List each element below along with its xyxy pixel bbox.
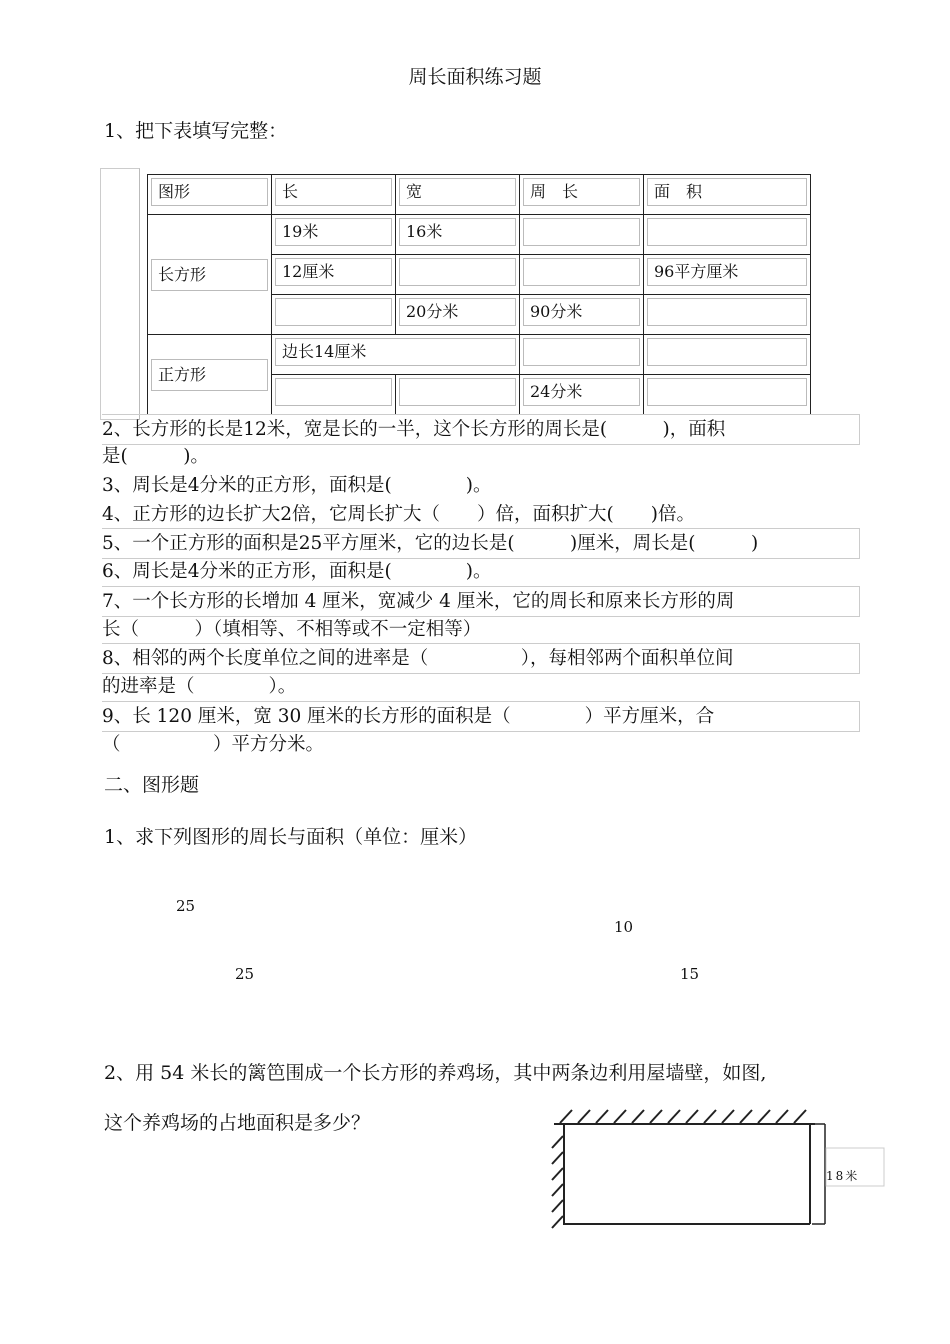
table-cell[interactable] <box>399 258 516 286</box>
table-cell[interactable] <box>647 298 807 326</box>
table-cell[interactable] <box>523 258 640 286</box>
header-width: 宽 <box>399 178 516 206</box>
section1-heading: 1、把下表填写完整： <box>104 120 288 142</box>
table-cell[interactable]: 20分米 <box>399 298 516 326</box>
square-side-cell[interactable]: 边长14厘米 <box>275 338 516 366</box>
table-cell[interactable]: 19米 <box>275 218 392 246</box>
table-cell[interactable] <box>523 338 640 366</box>
figure-label: 25 <box>235 965 255 983</box>
table-row <box>148 215 811 255</box>
table-left-frame <box>100 168 140 420</box>
table-header-row <box>148 175 811 215</box>
figure-label: 25 <box>176 897 196 915</box>
table-cell[interactable] <box>647 218 807 246</box>
question-3: 3、周长是4分米的正方形，面积是( )。 <box>102 475 492 496</box>
question-2-line2: 是( )。 <box>102 446 209 467</box>
table-cell[interactable]: 24分米 <box>523 378 640 406</box>
table-cell[interactable] <box>647 338 807 366</box>
rect-label: 长方形 <box>151 259 268 291</box>
question-8-line2: 的进率是（ ）。 <box>102 676 297 697</box>
question-2-line1: 2、长方形的长是12米，宽是长的一半，这个长方形的周长是( )，面积 <box>102 414 860 445</box>
table-cell[interactable] <box>647 378 807 406</box>
section2-q1: 1、求下列图形的周长与面积（单位：厘米） <box>104 826 478 848</box>
question-6: 6、周长是4分米的正方形，面积是( )。 <box>102 561 492 582</box>
table-cell[interactable] <box>275 378 392 406</box>
section2-heading: 二、图形题 <box>104 774 200 796</box>
figure-label: 10 <box>614 918 634 936</box>
header-length: 长 <box>275 178 392 206</box>
table-cell[interactable] <box>399 378 516 406</box>
table-cell[interactable]: 16米 <box>399 218 516 246</box>
side-length-label: 18米 <box>826 1169 860 1183</box>
figure-label: 15 <box>680 965 700 983</box>
table-cell[interactable] <box>275 298 392 326</box>
square-label: 正方形 <box>151 359 268 391</box>
question-9-line2: （ ）平方分米。 <box>102 734 325 755</box>
question-4: 4、正方形的边长扩大2倍，它周长扩大（ ）倍，面积扩大( )倍。 <box>102 504 695 525</box>
question-7-line2: 长（ ）（填相等、不相等或不一定相等） <box>102 619 482 640</box>
section2-q2-line1: 2、用 54 米长的篱笆围成一个长方形的养鸡场，其中两条边利用屋墙壁，如图, <box>104 1062 767 1084</box>
question-5: 5、一个正方形的面积是25平方厘米，它的边长是( )厘米，周长是( ) <box>102 528 860 559</box>
section2-q2-line2: 这个养鸡场的占地面积是多少？ <box>104 1112 371 1134</box>
question-9-line1: 9、长 120 厘米，宽 30 厘米的长方形的面积是（ ）平方厘米，合 <box>102 701 860 732</box>
header-perimeter: 周 长 <box>523 178 640 206</box>
table-cell[interactable] <box>523 218 640 246</box>
question-7-line1: 7、一个长方形的长增加 4 厘米，宽减少 4 厘米，它的周长和原来长方形的周 <box>102 586 860 617</box>
table-cell[interactable]: 90分米 <box>523 298 640 326</box>
table-cell[interactable]: 12厘米 <box>275 258 392 286</box>
header-area: 面 积 <box>647 178 807 206</box>
question-8-line1: 8、相邻的两个长度单位之间的进率是（ ），每相邻两个面积单位间 <box>102 643 860 674</box>
page-title: 周长面积练习题 <box>408 66 542 88</box>
table-cell[interactable]: 96平方厘米 <box>647 258 807 286</box>
header-shape: 图形 <box>151 178 268 206</box>
fill-table <box>147 174 811 415</box>
table-row <box>148 335 811 375</box>
